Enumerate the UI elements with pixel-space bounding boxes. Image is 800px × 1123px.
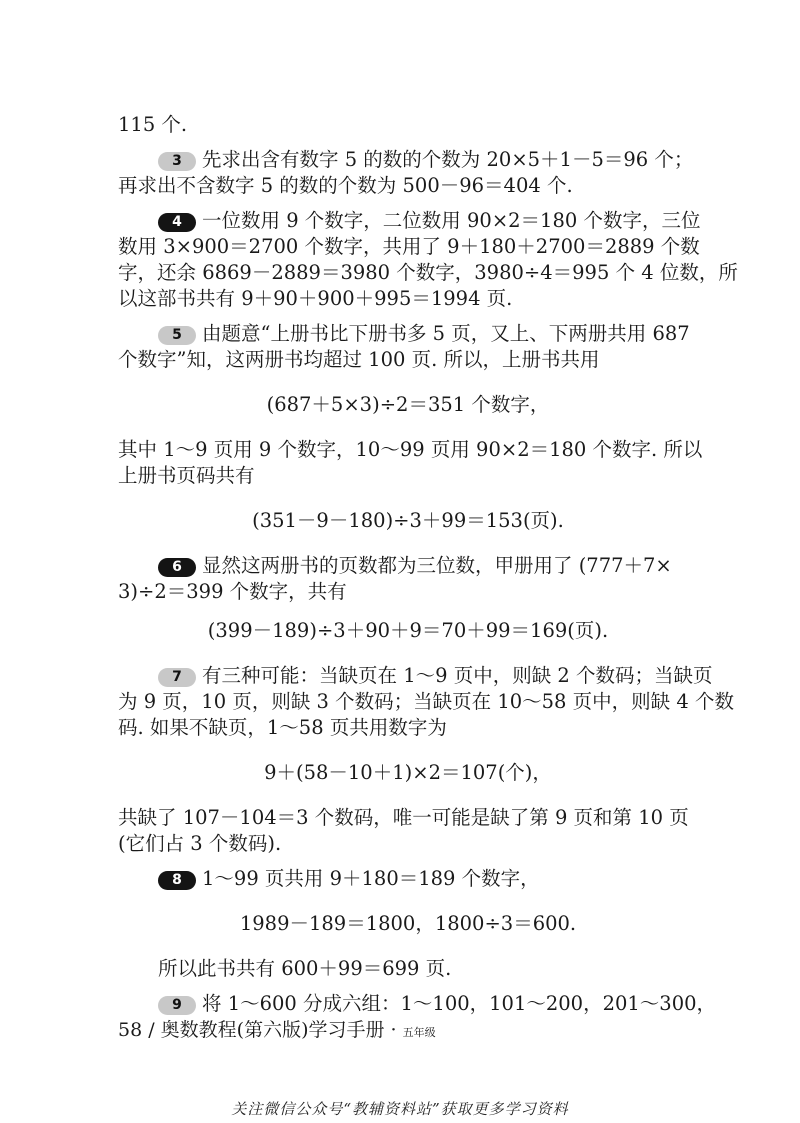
problem-badge-8: 8 [158,871,196,890]
equation: (687＋5×3)÷2＝351 个数字， [266,393,550,416]
problem-badge-4: 4 [158,213,196,232]
solution-9 [118,991,717,1017]
text-line: 一位数用 9 个数字，二位数用 90×2＝180 个数字，三位 [202,209,701,232]
text-line: 1～99 页共用 9＋180＝189 个数字， [202,867,540,890]
text-line: 显然这两册书的页数都为三位数，甲册用了 (777＋7× [202,554,672,577]
equation: (351－9－180)÷3＋99＝153(页). [252,509,564,532]
solution-4 [118,208,701,234]
text-line: 再求出不含数字 5 的数的个数为 500－96＝404 个. [118,174,573,197]
equation: 1989－189＝1800，1800÷3＝600. [239,912,577,935]
book-title: 奥数教程(第六版)学习手册 · [160,1019,397,1041]
problem-badge-3: 3 [158,152,196,171]
text-line: 数用 3×900＝2700 个数字，共用了 9＋180＋2700＝2889 个数 [118,235,700,258]
text-line: 115 个. [118,113,188,136]
text-line: 为 9 页，10 页，则缺 3 个数码；当缺页在 10～58 页中，则缺 4 个数 [118,690,734,713]
watermark-text: 关注微信公众号“教辅资料站”获取更多学习资料 [231,1100,569,1118]
solution-3 [118,147,698,173]
equation: 9＋(58－10＋1)×2＝107(个)， [264,761,552,784]
text-line: 3)÷2＝399 个数字，共有 [118,580,347,603]
text-line: 将 1～600 分成六组：1～100，101～200，201～300， [202,992,717,1015]
text-line: 所以此书共有 600＋99＝699 页. [158,957,452,980]
text-line: 上册书页码共有 [118,464,255,487]
text-line: (它们占 3 个数码). [118,832,282,855]
text-line: 个数字”知，这两册书均超过 100 页. 所以，上册书共用 [118,348,600,371]
problem-badge-7: 7 [158,668,196,687]
problem-badge-9: 9 [158,996,196,1015]
text-line: 以这部书共有 9＋90＋900＋995＝1994 页. [118,287,513,310]
text-line: 码. 如果不缺页，1～58 页共用数字为 [118,716,447,739]
solution-5 [118,321,698,347]
text-line: 其中 1～9 页用 9 个数字，10～99 页用 90×2＝180 个数字. 所以 [118,438,703,461]
text-line: 由题意“上册书比下册书多 5 页，又上、下两册共用 687 [202,322,690,345]
page-number: 58 / [118,1019,155,1041]
solution-6 [118,553,698,579]
text-line: 有三种可能：当缺页在 1～9 页中，则缺 2 个数码；当缺页 [202,664,713,687]
solution-8 [118,866,698,892]
text-line: 先求出含有数字 5 的数的个数为 20×5＋1－5＝96 个； [202,148,694,171]
grade-label: 五年级 [402,1026,436,1039]
solution-text [118,112,738,1017]
text-line: 共缺了 107－104＝3 个数码，唯一可能是缺了第 9 页和第 10 页 [118,806,689,829]
equation: (399－189)÷3＋90＋9＝70＋99＝169(页). [207,619,609,642]
solution-7 [118,663,713,689]
page-footer [118,1017,436,1046]
text-line: 字，还余 6869－2889＝3980 个数字，3980÷4＝995 个 4 位数，所 [118,261,738,284]
problem-badge-6: 6 [158,558,196,577]
problem-badge-5: 5 [158,326,196,345]
